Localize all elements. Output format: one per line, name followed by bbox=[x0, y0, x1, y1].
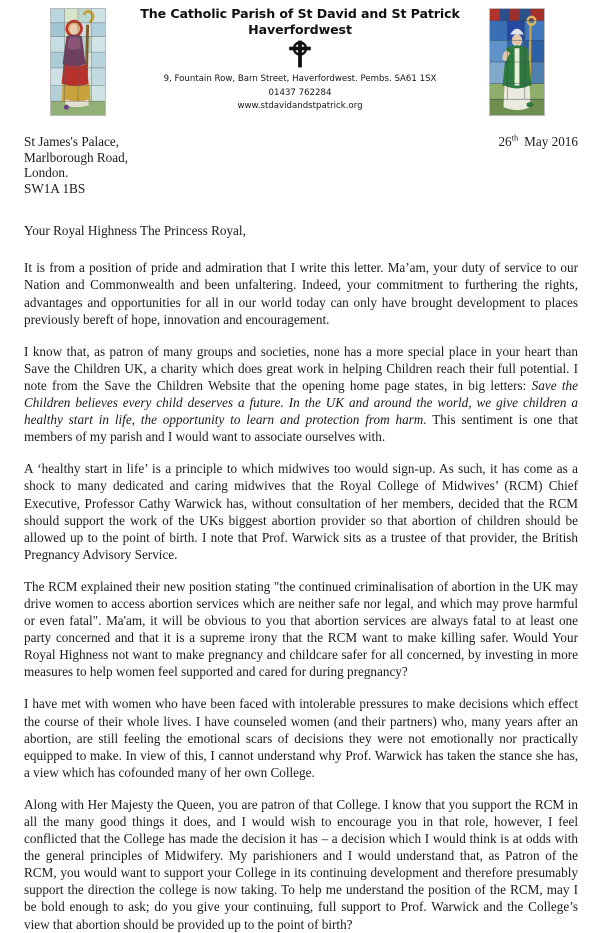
parish-contact-block bbox=[120, 73, 480, 114]
recipient-address-line3: London. bbox=[24, 165, 69, 181]
paragraph-2-text-a: I know that, as patron of many groups and societies, none has a more special place in your heart than Save the Children UK, a charity which does great work in helping Children reach their full potential. I note from the Save the Children Website that the opening home page states, in big letters: bbox=[24, 343, 578, 393]
paragraph-5: I have met with women who have been faced with intolerable pressures to make decisions which effect the course of their whole lives. I have counseled women (and their partners) who, many years after an abortion, are still feeling the emotional scars of decisions they were not emotionally nor practically equipped to make. In view of this, I cannot understand why Prof. Warwick has taken the stance she has, a view which has cofounded many of her own College. bbox=[24, 696, 578, 780]
letter-date bbox=[498, 134, 578, 150]
stained-glass-st-patrick-image bbox=[489, 8, 545, 116]
parish-phone: 01437 762284 bbox=[268, 87, 332, 98]
letterhead bbox=[0, 0, 600, 128]
paragraph-2-text-b: This sentiment is one that members of my parish and I would want to associate ourselves with. bbox=[24, 412, 578, 445]
stained-glass-st-david-image bbox=[50, 8, 106, 116]
paragraph-1: It is from a position of pride and admiration that I write this letter. Ma’am, your duty of service to our Nation and Commonwealth and been unfaltering. Indeed, your commitment to furthering the rights, advantages and opportunities for all in our world today can only have brought development to places previously bereft of hope, innovation and encouragement. bbox=[24, 260, 578, 327]
recipient-address-line1: St James's Palace, bbox=[24, 134, 120, 149]
recipient-address-line4: SW1A 1BS bbox=[24, 180, 86, 196]
recipient-address-line2: Marlborough Road, bbox=[24, 149, 129, 165]
stained-glass-st-patrick-icon bbox=[490, 9, 544, 115]
celtic-cross-icon bbox=[120, 40, 480, 68]
parish-title-line1: The Catholic Parish of St David and St Patrick bbox=[140, 6, 460, 21]
stained-glass-st-david-icon bbox=[51, 9, 105, 115]
letterhead-center bbox=[120, 6, 480, 114]
paragraph-6: Along with Her Majesty the Queen, you are patron of that College. I know that you support the RCM in all the many good things it does, and I would wish to encourage you in that role, however, I feel conflicted that the College has made the decision it has – a decision which I would think is at odds with the general principles of Midwifery. My parishioners and I would understand that, as Patron of the RCM, you would want to support your College in its continuing development and therefore presumably support the direction the college is now taking. To help me understand the position of the RCM, may I be bold enough to ask; do you give your continuing, full support to Prof. Warwick and the College’s view that abortion should be provided up to the point of birth? bbox=[24, 796, 578, 932]
date-ordinal: th bbox=[511, 133, 519, 143]
parish-title-line2: Haverfordwest bbox=[248, 22, 352, 37]
date-month-year: May 2016 bbox=[524, 134, 578, 149]
parish-website: www.stdavidandstpatrick.org bbox=[237, 101, 363, 111]
paragraph-4: The RCM explained their new position stating "the continued criminalisation of abortion in the UK may drive women to access abortion services which are neither safe nor legal, and which may prove harmful or even fatal". Ma'am, it will be obvious to you that abortion services are always fatal to at least one party concerned and that it is a supreme irony that the RCM want to make killing safer. Would Your Royal Highness not want to make pregnancy and childcare safer for all concerned, by investing in more measures to help women feel supported and cared for during pregnancy? bbox=[24, 578, 578, 680]
address-date-row bbox=[24, 134, 578, 196]
salutation: Your Royal Highness The Princess Royal, bbox=[24, 223, 246, 239]
date-day: 26 bbox=[498, 134, 512, 149]
paragraph-2 bbox=[24, 343, 578, 446]
paragraph-3: A ‘healthy start in life’ is a principle to which midwives too would sign-up. As such, it has come as a shock to many dedicated and caring midwives that the Royal College of Midwives’ (RCM) Chief Executive, Professor Cathy Warwick has, without consultation of her members, decided that the RCM should support the work of the UKs biggest abortion provider so that abortion of children should be allowed up to the point of birth. I note that Prof. Warwick sits as a trustee of that provider, the British Pregnancy Advisory Service. bbox=[24, 461, 578, 562]
parish-address: 9, Fountain Row, Barn Street, Haverfordwest. Pembs. SA61 1SX bbox=[163, 74, 437, 84]
letter-body bbox=[0, 134, 600, 933]
save-the-children-quote: Save the Children believes every child deserves a future. In the UK and around the world, we give children a healthy start in life, the opportunity to learn and protection from harm. bbox=[24, 377, 578, 428]
recipient-address bbox=[24, 134, 578, 196]
